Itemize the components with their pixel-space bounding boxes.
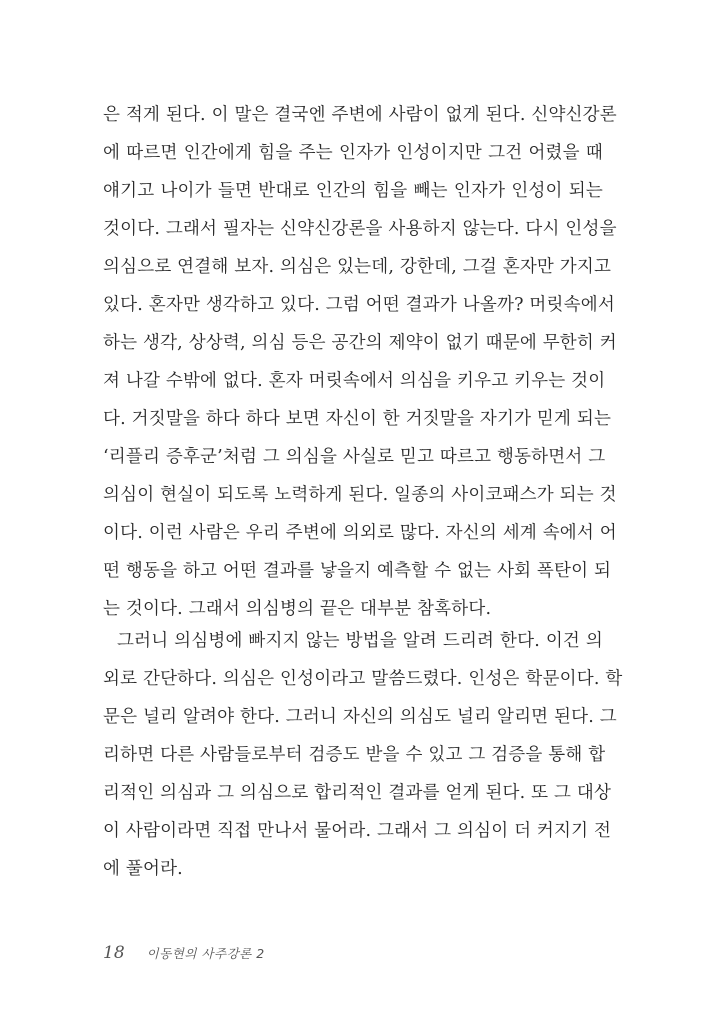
- text-line: 의심이 현실이 되도록 노력하게 된다. 일종의 사이코패스가 되는 것: [103, 485, 617, 505]
- text-line: 것이다. 그래서 필자는 신약신강론을 사용하지 않는다. 다시 인성을: [103, 219, 617, 239]
- text-line: 리하면 다른 사람들로부터 검증도 받을 수 있고 그 검증을 통해 합: [103, 745, 606, 765]
- text-line: 에 풀어라.: [103, 859, 183, 879]
- text-line: 의심으로 연결해 보자. 의심은 있는데, 강한데, 그걸 혼자만 가지고: [103, 257, 612, 277]
- running-title: 이동현의 사주강론 2: [146, 946, 265, 961]
- text-line: 그러니 의심병에 빠지지 않는 방법을 알려 드리려 한다. 이건 의: [117, 631, 603, 651]
- text-line: 얘기고 나이가 들면 반대로 인간의 힘을 빼는 인자가 인성이 되는: [103, 181, 603, 201]
- text-line: 떤 행동을 하고 어떤 결과를 낳을지 예측할 수 없는 사회 폭탄이 되: [103, 561, 612, 581]
- text-line: 져 나갈 수밖에 없다. 혼자 머릿속에서 의심을 키우고 키우는 것이: [103, 371, 606, 391]
- text-line: 다. 거짓말을 하다 하다 보면 자신이 한 거짓말을 자기가 믿게 되는: [103, 409, 612, 429]
- text-line: 외로 간단하다. 의심은 인성이라고 말씀드렸다. 인성은 학문이다. 학: [103, 669, 623, 689]
- text-line: 문은 널리 알려야 한다. 그러니 자신의 의심도 널리 알리면 된다. 그: [103, 707, 617, 727]
- text-line: 은 적게 된다. 이 말은 결국엔 주변에 사람이 없게 된다. 신약신강론: [103, 105, 617, 125]
- text-line: ‘리플리 증후군’처럼 그 의심을 사실로 믿고 따르고 행동하면서 그: [103, 447, 606, 467]
- text-line: 이 사람이라면 직접 만나서 물어라. 그래서 그 의심이 더 커지기 전: [103, 821, 612, 841]
- paragraph-1: [103, 96, 617, 628]
- text-line: 에 따르면 인간에게 힘을 주는 인자가 인성이지만 그건 어렸을 때: [103, 143, 603, 163]
- paragraph-2: [103, 622, 623, 888]
- text-line: 하는 생각, 상상력, 의심 등은 공간의 제약이 없기 때문에 무한히 커: [103, 333, 617, 353]
- page-number: 18: [103, 943, 125, 963]
- text-line: 이다. 이런 사람은 우리 주변에 의외로 많다. 자신의 세계 속에서 어: [103, 523, 617, 543]
- text-line: 있다. 혼자만 생각하고 있다. 그럼 어떤 결과가 나올까? 머릿속에서: [103, 295, 615, 315]
- page-footer: [103, 943, 265, 969]
- text-line: 는 것이다. 그래서 의심병의 끝은 대부분 참혹하다.: [103, 599, 492, 619]
- text-line: 리적인 의심과 그 의심으로 합리적인 결과를 얻게 된다. 또 그 대상: [103, 783, 612, 803]
